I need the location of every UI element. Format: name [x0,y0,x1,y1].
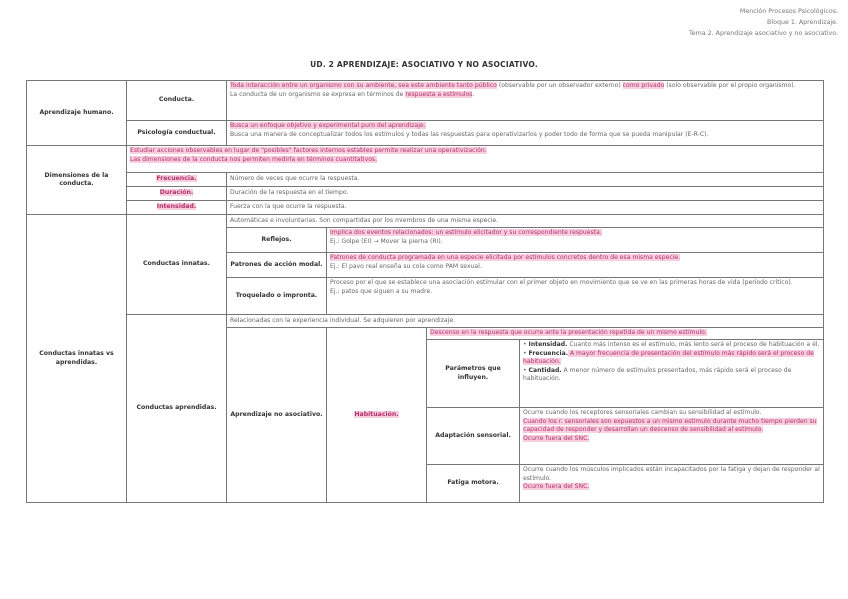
table-row [27,146,824,173]
header-line-2: Bloque 1. Aprendizaje. [767,19,838,26]
label-conducta: Conducta. [127,81,227,121]
label-troquelado: Troquelado o impronta. [227,278,327,315]
intensidad-definition: Fuerza con la que ocurre la respuesta. [227,201,824,215]
table-row [27,173,824,187]
troquelado-definition: Proceso por el que se establece una asociación estimular con el primer objeto en movimiento que se ve en las primeras horas de vida (periodo crítico). Ej.: patos que siguen a su madre. [327,278,824,315]
table-row [27,315,824,328]
label-psicologia-conductual: Psicología conductual. [127,121,227,146]
summary-table [26,80,824,503]
label-intensidad: Intensidad. [127,201,227,215]
label-frecuencia: Frecuencia. [127,173,227,187]
page-title: UD. 2 APRENDIZAJE: ASOCIATIVO Y NO ASOCIATIVO. [310,60,538,69]
label-conductas-innatas: Conductas innatas. [127,215,227,315]
reflejos-definition: Implica dos eventos relacionados: un estímulo elicitador y su correspondiente respuesta. Ej.: Golpe (EI) → Mover la pierna (RI). [327,228,824,253]
row-label-conductas: Conductas innatas vs aprendidas. [27,215,127,503]
label-habituacion: Habituación. [327,328,427,503]
label-parametros: Parámetros que influyen. [427,340,520,408]
parametros-list: • Intensidad. Cuanto más intenso es el estímulo, más lento será el proceso de habituación a él. • Frecuencia. A mayor frecuencia de presentación del estímulo más rápido será el proceso de habituación. • Cantidad. A menor número de estímulos presentados, más rápido será el proceso de habituación. [520,340,824,408]
table-row [27,201,824,215]
label-conductas-aprendidas: Conductas aprendidas. [127,315,227,503]
header-line-1: Mención Procesos Psicológicos. [739,8,838,15]
innatas-intro: Automáticas e involuntarias. Son compartidas por los miembros de una misma especie. [227,215,824,228]
duracion-definition: Duración de la respuesta en el tiempo. [227,187,824,201]
table-row [27,215,824,228]
label-duracion: Duración. [127,187,227,201]
conducta-definition: Toda interacción entre un organismo con su ambiente, sea este ambiente tanto público (observable por un observador externo) como privado (solo observable por el propio organismo). La conducta de un organismo se expresa en términos de respuesta a estímulos. [227,81,824,121]
frecuencia-definition: Número de veces que ocurre la respuesta. [227,173,824,187]
table-row [27,81,824,121]
label-aprendizaje-no-asociativo: Aprendizaje no asociativo. [227,328,327,503]
label-patrones-accion-modal: Patrones de acción modal. [227,253,327,278]
aprendidas-intro: Relacionadas con la experiencia individual. Se adquieren por aprendizaje. [227,315,824,328]
patrones-definition: Patrones de conducta programada en una especie elicitada por estímulos concretos dentro de esa misma especie. Ej.: El pavo real enseña su cola como PAM sexual. [327,253,824,278]
label-reflejos: Reflejos. [227,228,327,253]
row-label-aprendizaje-humano: Aprendizaje humano. [27,81,127,146]
adaptacion-definition: Ocurre cuando los receptores sensoriales cambian su sensibilidad al estímulo. Cuando los r. sensoriales son expuestos a un mismo estímulo durante mucho tiempo pierden su capacidad de responder y desarrollan un descenso de sensibilidad al estímulo. Ocurre fuera del SNC. [520,408,824,465]
fatiga-definition: Ocurre cuando los músculos implicados están incapacitados por la fatiga y dejan de responder al estímulo. Ocurre fuera del SNC. [520,465,824,503]
dimensiones-intro: Estudiar acciones observables en lugar de "posibles" factores internos estables permite realizar una operativización. Las dimensiones de la conducta nos permiten medirla en términos cuantitativos. [127,146,824,173]
row-label-dimensiones: Dimensiones de la conducta. [27,146,127,215]
label-adaptacion-sensorial: Adaptación sensorial. [427,408,520,465]
table-row [27,121,824,146]
label-fatiga-motora: Fatiga motora. [427,465,520,503]
document-header [689,6,838,39]
table-row [27,187,824,201]
header-line-3: Tema 2. Aprendizaje asociativo y no asociativo. [689,30,838,37]
psicologia-definition: Busca un enfoque objetivo y experimental puro del aprendizaje. Busca una manera de conceptualizar todos los estímulos y todas las respuestas para operativizarlos y poder todo de forma que se pueda manipular (E-R-C). [227,121,824,146]
habituacion-definition: Descenso en la respuesta que ocurre ante la presentación repetida de un mismo estímulo. [427,328,824,340]
